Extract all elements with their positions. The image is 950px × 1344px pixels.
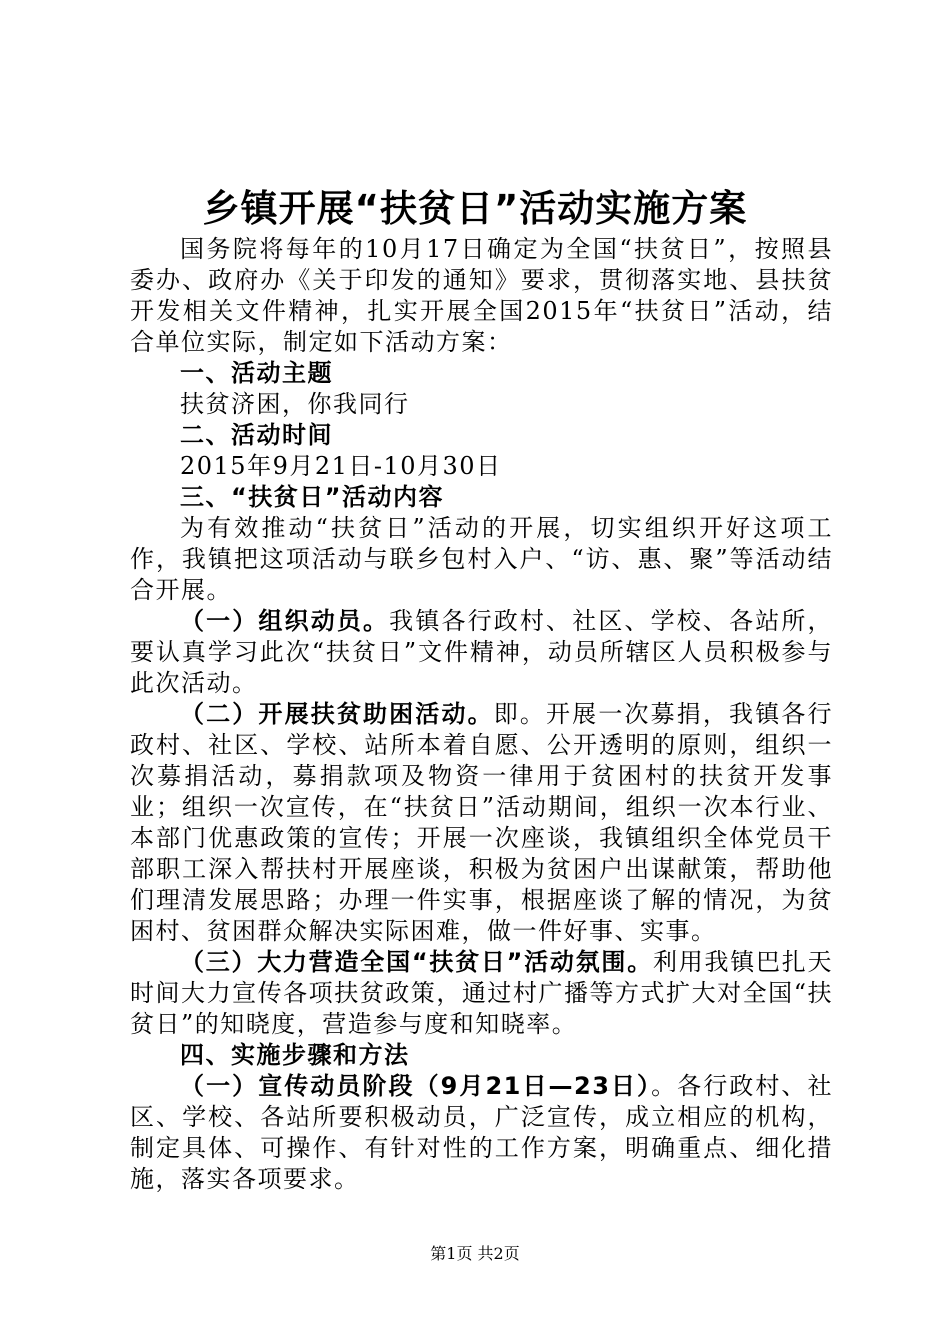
item-mobilization-title: （一）组织动员。	[180, 607, 390, 635]
item-poverty-relief	[130, 699, 833, 947]
item-poverty-relief-title: （二）开展扶贫助困活动。	[180, 700, 494, 728]
section-heading-theme: 一、活动主题	[180, 359, 333, 387]
item-mobilization	[130, 606, 833, 699]
intro-paragraph: 国务院将每年的10月17日确定为全国“扶贫日”，按照县委办、政府办《关于印发的通知》要求，贯彻落实地、县扶贫开发相关文件精神，扎实开展全国2015年“扶贫日”活动，结合单位实际，制定如下活动方案：	[130, 235, 833, 356]
step-publicity	[130, 1071, 833, 1195]
time-text: 2015年9月21日-10月30日	[180, 452, 502, 480]
item-mobilization-text: 我镇各行政村、社区、学校、各站所，要认真学习此次“扶贫日”文件精神，动员所辖区人员积极参与此次活动。	[130, 607, 834, 697]
step-publicity-text: 。各行政村、社区、学校、各站所要积极动员，广泛宣传，成立相应的机构，制定具体、可操作、有针对性的工作方案，明确重点、细化措施，落实各项要求。	[130, 1072, 834, 1193]
page-footer: 第1页 共2页	[430, 1244, 520, 1263]
section-heading-steps: 四、实施步骤和方法	[180, 1041, 410, 1069]
document-title: 乡镇开展“扶贫日”活动实施方案	[202, 187, 748, 230]
section-heading-time: 二、活动时间	[180, 421, 333, 449]
step-publicity-title: （一）宣传动员阶段（9月21日—23日）	[180, 1072, 652, 1100]
content-intro-paragraph: 为有效推动“扶贫日”活动的开展，切实组织开好这项工作，我镇把这项活动与联乡包村入户、“访、惠、聚”等活动结合开展。	[130, 514, 833, 604]
item-poverty-relief-text: 即。开展一次募捐，我镇各行政村、社区、学校、站所本着自愿、公开透明的原则，组织一次募捐活动，募捐款项及物资一律用于贫困村的扶贫开发事业；组织一次宣传，在“扶贫日”活动期间，组织一次本行业、本部门优惠政策的宣传；开展一次座谈，我镇组织全体党员干部职工深入帮扶村开展座谈，积极为贫困户出谋献策，帮助他们理清发展思路；办理一件实事，根据座谈了解的情况，为贫困村、贫困群众解决实际困难，做一件好事、实事。	[130, 700, 833, 945]
item-atmosphere-title: （三）大力营造全国“扶贫日”活动氛围。	[180, 948, 653, 976]
theme-text: 扶贫济困，你我同行	[180, 390, 410, 418]
item-atmosphere-text: 利用我镇巴扎天时间大力宣传各项扶贫政策，通过村广播等方式扩大对全国“扶贫日”的知晓度，营造参与度和知晓率。	[130, 948, 834, 1038]
section-heading-content: 三、“扶贫日”活动内容	[180, 483, 445, 511]
document-body	[130, 234, 833, 1195]
item-atmosphere	[130, 947, 833, 1040]
